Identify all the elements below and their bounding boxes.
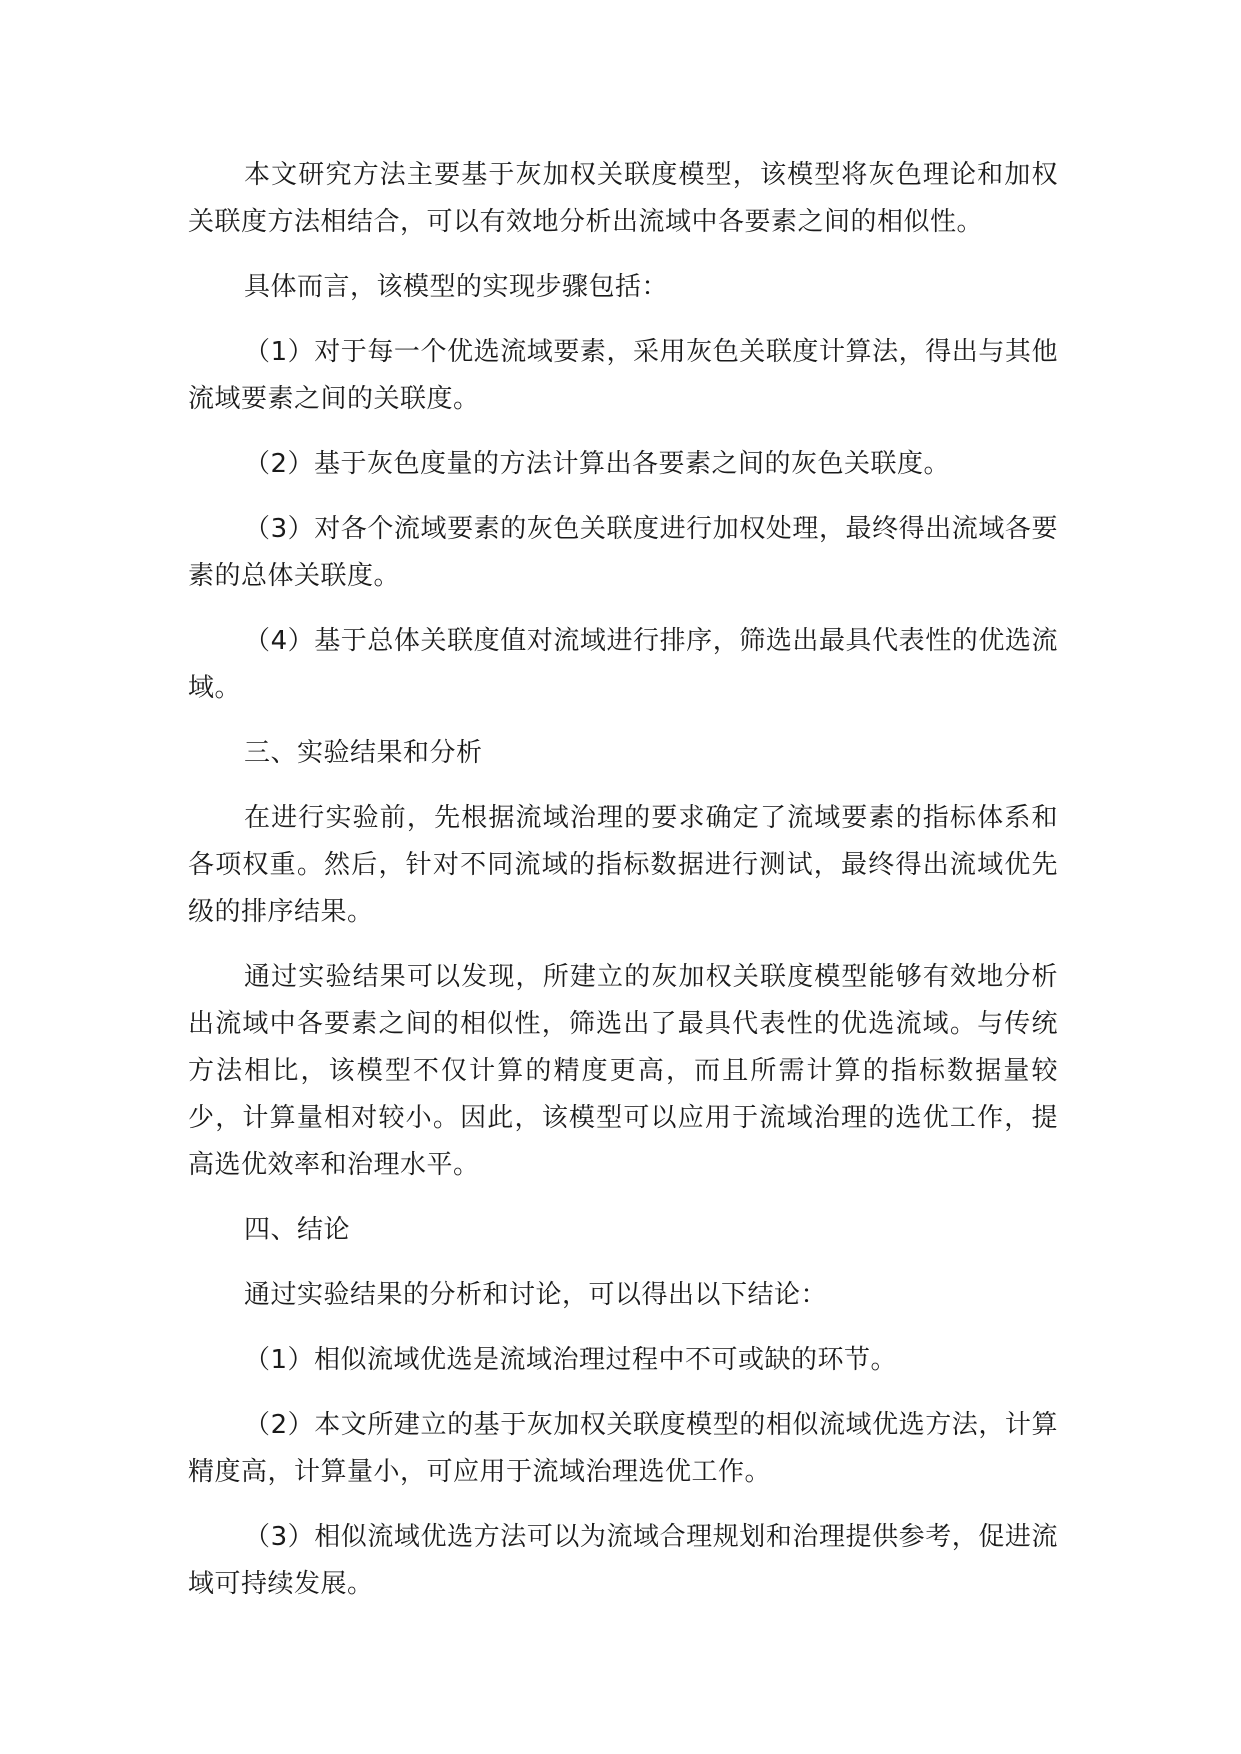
section-heading-conclusion: 四、结论 — [244, 1215, 351, 1245]
paragraph-conclusion-3: （3）相似流域优选方法可以为流域合理规划和治理提供参考，促进流域可持续发展。 — [188, 1522, 1058, 1599]
paragraph-step-3: （3）对各个流域要素的灰色关联度进行加权处理，最终得出流域各要素的总体关联度。 — [188, 514, 1058, 591]
paragraph-step-1: （1）对于每一个优选流域要素，采用灰色关联度计算法，得出与其他流域要素之间的关联度。 — [188, 337, 1058, 414]
paragraph-experiment-setup: 在进行实验前，先根据流域治理的要求确定了流域要素的指标体系和各项权重。然后，针对不同流域的指标数据进行测试，最终得出流域优先级的排序结果。 — [188, 803, 1058, 927]
paragraph-step-4: （4）基于总体关联度值对流域进行排序，筛选出最具代表性的优选流域。 — [188, 626, 1058, 703]
document-body — [188, 152, 1058, 1626]
paragraph-method-intro: 本文研究方法主要基于灰加权关联度模型，该模型将灰色理论和加权关联度方法相结合，可以有效地分析出流域中各要素之间的相似性。 — [188, 160, 1058, 237]
paragraph-conclusion-2: （2）本文所建立的基于灰加权关联度模型的相似流域优选方法，计算精度高，计算量小，可应用于流域治理选优工作。 — [188, 1410, 1058, 1487]
section-heading-results: 三、实验结果和分析 — [244, 738, 483, 768]
paragraph-steps-intro: 具体而言，该模型的实现步骤包括： — [244, 272, 669, 302]
paragraph-conclusion-1: （1）相似流域优选是流域治理过程中不可或缺的环节。 — [244, 1345, 898, 1375]
paragraph-step-2: （2）基于灰色度量的方法计算出各要素之间的灰色关联度。 — [244, 449, 951, 479]
paragraph-conclusion-intro: 通过实验结果的分析和讨论，可以得出以下结论： — [244, 1280, 828, 1310]
paragraph-experiment-findings: 通过实验结果可以发现，所建立的灰加权关联度模型能够有效地分析出流域中各要素之间的相似性，筛选出了最具代表性的优选流域。与传统方法相比，该模型不仅计算的精度更高，而且所需计算的指标数据量较少，计算量相对较小。因此，该模型可以应用于流域治理的选优工作，提高选优效率和治理水平。 — [188, 962, 1058, 1180]
